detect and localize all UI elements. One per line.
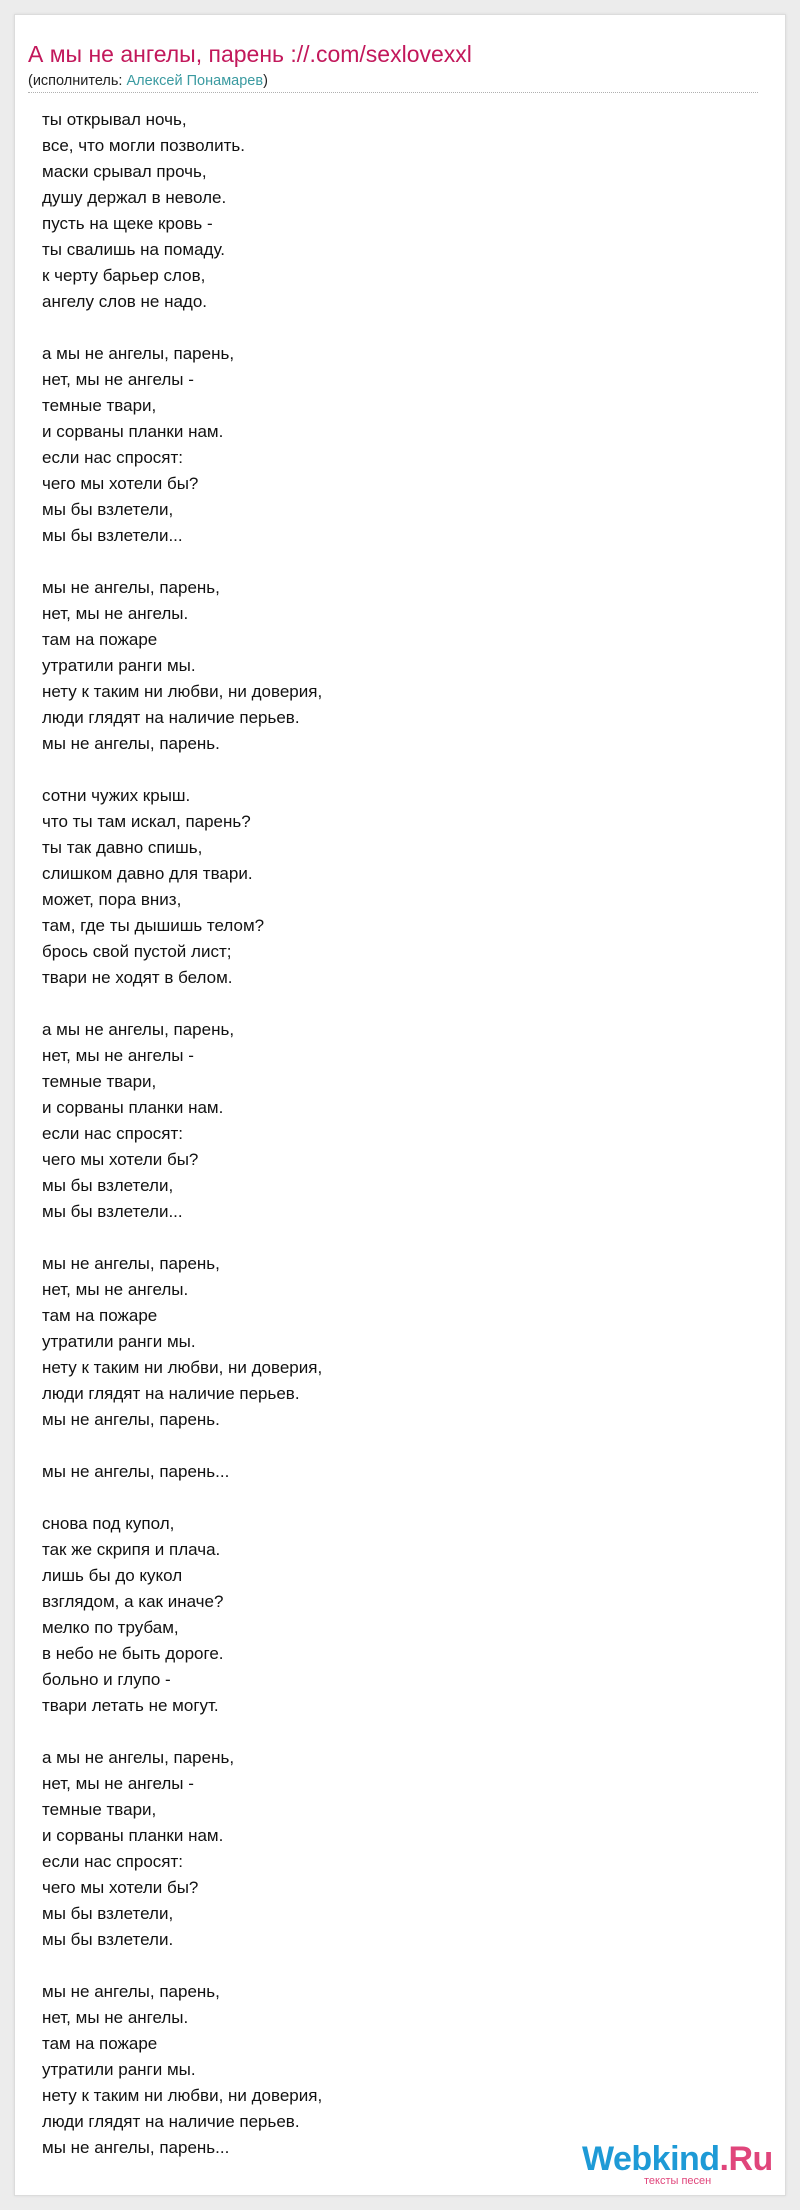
lyric-line: сотни чужих крыш. <box>42 786 191 805</box>
lyric-line: ангелу слов не надо. <box>42 292 208 311</box>
lyric-line: мы бы взлетели... <box>42 1202 183 1221</box>
lyric-line: так же скрипя и плача. <box>42 1540 221 1559</box>
lyric-line: а мы не ангелы, парень, <box>42 344 235 363</box>
lyric-line: мелко по трубам, <box>42 1618 179 1637</box>
logo-wordmark <box>582 2140 773 2178</box>
lyric-line: мы не ангелы, парень. <box>42 1410 220 1429</box>
lyric-line: нет, мы не ангелы - <box>42 1774 194 1793</box>
lyric-line: нет, мы не ангелы - <box>42 1046 194 1065</box>
lyric-line: мы не ангелы, парень, <box>42 1254 220 1273</box>
lyric-line: чего мы хотели бы? <box>42 1878 199 1897</box>
lyric-line: больно и глупо - <box>42 1670 171 1689</box>
lyric-line: там на пожаре <box>42 630 158 649</box>
lyric-line: нет, мы не ангелы. <box>42 604 189 623</box>
lyric-line: темные твари, <box>42 1072 157 1091</box>
lyrics-stanza <box>42 341 742 549</box>
lyric-line: мы не ангелы, парень, <box>42 1982 220 2001</box>
lyric-line: чего мы хотели бы? <box>42 474 199 493</box>
lyrics-stanza <box>42 1745 742 1953</box>
lyric-line: слишком давно для твари. <box>42 864 253 883</box>
lyrics-stanza <box>42 783 742 991</box>
performer-suffix: ) <box>263 73 268 89</box>
lyric-line: лишь бы до кукол <box>42 1566 183 1585</box>
site-logo[interactable] <box>582 2140 772 2190</box>
lyric-line: все, что могли позволить. <box>42 136 245 155</box>
artist-link[interactable]: Алексей Понамарев <box>126 73 264 89</box>
lyric-line: ты так давно спишь, <box>42 838 203 857</box>
lyric-line: нет, мы не ангелы. <box>42 1280 189 1299</box>
lyric-line: а мы не ангелы, парень, <box>42 1748 235 1767</box>
lyric-line: мы не ангелы, парень. <box>42 734 220 753</box>
logo-brand: Webkind <box>582 2140 720 2178</box>
lyric-line: мы бы взлетели. <box>42 1930 174 1949</box>
lyric-line: ты открывал ночь, <box>42 110 187 129</box>
lyric-line: мы не ангелы, парень... <box>42 2138 230 2157</box>
lyric-line: если нас спросят: <box>42 1852 183 1871</box>
lyric-line: там на пожаре <box>42 2034 158 2053</box>
lyric-line: и сорваны планки нам. <box>42 1826 224 1845</box>
lyrics-stanza <box>42 1511 742 1719</box>
lyric-line: люди глядят на наличие перьев. <box>42 708 300 727</box>
lyric-line: нет, мы не ангелы - <box>42 370 194 389</box>
lyric-line: брось свой пустой лист; <box>42 942 232 961</box>
lyric-line: и сорваны планки нам. <box>42 422 224 441</box>
lyric-line: мы бы взлетели, <box>42 1904 174 1923</box>
lyric-line: маски срывал прочь, <box>42 162 207 181</box>
lyric-line: мы бы взлетели, <box>42 1176 174 1195</box>
lyrics-stanza <box>42 107 742 315</box>
lyric-line: утратили ранги мы. <box>42 1332 196 1351</box>
lyric-line: чего мы хотели бы? <box>42 1150 199 1169</box>
lyric-line: люди глядят на наличие перьев. <box>42 2112 300 2131</box>
lyric-line: может, пора вниз, <box>42 890 182 909</box>
lyric-line: нету к таким ни любви, ни доверия, <box>42 2086 323 2105</box>
lyric-line: ты свалишь на помаду. <box>42 240 225 259</box>
lyric-line: нет, мы не ангелы. <box>42 2008 189 2027</box>
lyric-line: темные твари, <box>42 1800 157 1819</box>
lyric-line: снова под купол, <box>42 1514 175 1533</box>
lyric-line: душу держал в неволе. <box>42 188 227 207</box>
lyric-line: люди глядят на наличие перьев. <box>42 1384 300 1403</box>
lyric-line: темные твари, <box>42 396 157 415</box>
lyric-line: взглядом, а как иначе? <box>42 1592 224 1611</box>
logo-tagline: тексты песен <box>644 2175 712 2187</box>
lyrics-stanza <box>42 575 742 757</box>
lyric-line: мы бы взлетели, <box>42 500 174 519</box>
lyric-line: там на пожаре <box>42 1306 158 1325</box>
lyrics-stanza <box>42 1459 742 1485</box>
lyric-line: к черту барьер слов, <box>42 266 206 285</box>
page-title: А мы не ангелы, парень ://.com/sexlovexxl <box>28 41 472 67</box>
performer-line <box>28 72 268 90</box>
lyric-line: твари не ходят в белом. <box>42 968 233 987</box>
lyric-line: мы не ангелы, парень... <box>42 1462 230 1481</box>
lyrics-stanza <box>42 1017 742 1225</box>
lyric-line: там, где ты дышишь телом? <box>42 916 265 935</box>
lyric-line: что ты там искал, парень? <box>42 812 251 831</box>
lyric-line: мы не ангелы, парень, <box>42 578 220 597</box>
lyrics-stanza <box>42 1251 742 1433</box>
performer-prefix: (исполнитель: <box>28 73 127 89</box>
lyric-line: и сорваны планки нам. <box>42 1098 224 1117</box>
lyrics-body <box>42 107 742 2187</box>
lyric-line: если нас спросят: <box>42 1124 183 1143</box>
title-divider <box>28 92 758 93</box>
lyric-line: мы бы взлетели... <box>42 526 183 545</box>
lyric-line: утратили ранги мы. <box>42 656 196 675</box>
lyric-line: если нас спросят: <box>42 448 183 467</box>
lyric-line: твари летать не могут. <box>42 1696 219 1715</box>
lyric-line: нету к таким ни любви, ни доверия, <box>42 682 323 701</box>
lyric-line: пусть на щеке кровь - <box>42 214 213 233</box>
lyric-line: нету к таким ни любви, ни доверия, <box>42 1358 323 1377</box>
lyrics-stanza <box>42 1979 742 2161</box>
lyric-line: в небо не быть дороге. <box>42 1644 224 1663</box>
lyric-line: утратили ранги мы. <box>42 2060 196 2079</box>
logo-tld: .Ru <box>719 2140 773 2178</box>
lyric-line: а мы не ангелы, парень, <box>42 1020 235 1039</box>
